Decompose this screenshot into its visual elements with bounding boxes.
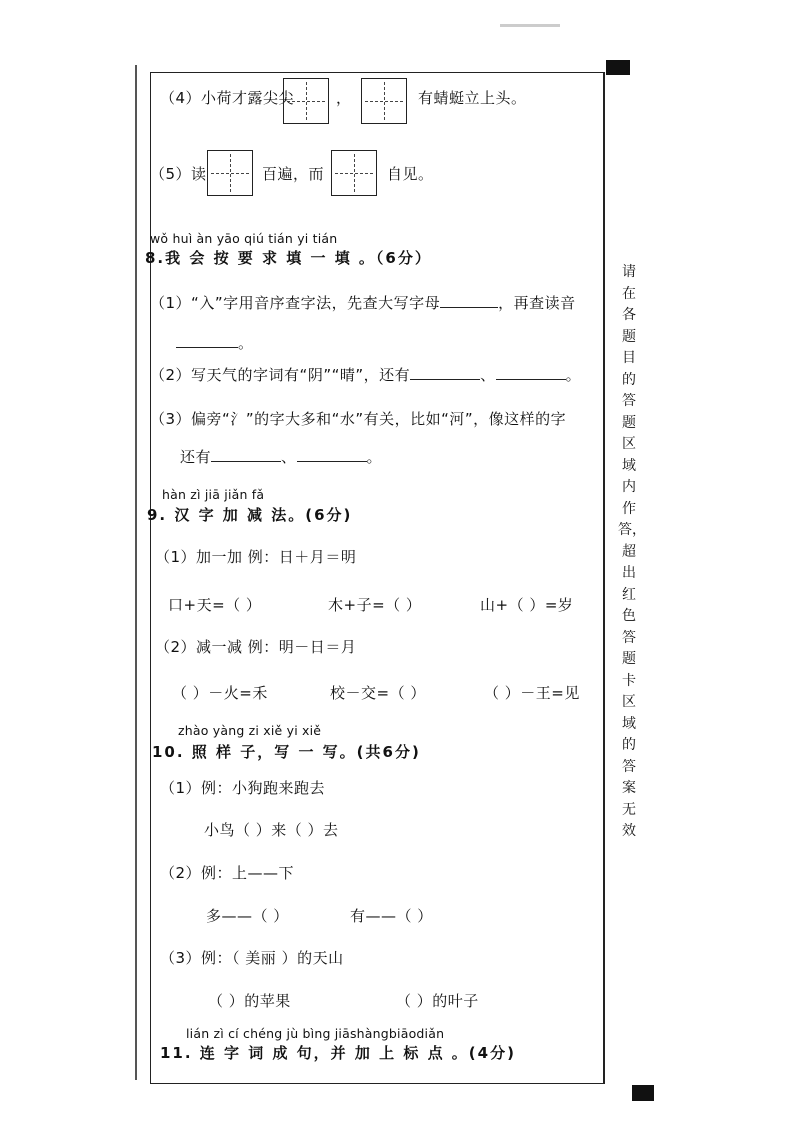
q9-row2-b[interactable]: 校－交=（ ） [330,684,426,702]
blank-line[interactable] [496,365,566,380]
scan-smudge [500,24,560,27]
q10-pinyin: zhào yàng zi xiě yi xiě [178,723,322,738]
q7-item5-post: 自见。 [387,165,434,183]
q8-pinyin: wǒ huì àn yāo qiú tián yi tián [150,231,338,246]
q10-title: 10. 照 样 子，写 一 写。(共6分) [152,743,421,761]
q8-item2-text: （2）写天气的字词有“阴”“晴”，还有 [150,366,411,384]
q11-pinyin: lián zì cí chéng jù bìng jiāshàngbiāodiǎn [186,1026,445,1041]
separator: 、 [480,366,496,384]
q9-row2-c[interactable]: （ ）－王=见 [484,684,580,702]
q10-row3-a[interactable]: （ ）的苹果 [208,992,291,1010]
q8-title: 8.我 会 按 要 求 填 一 填 。（6分） [145,249,432,267]
q9-row1-c[interactable]: 山+（ ）=岁 [480,596,574,614]
q9-row1-b[interactable]: 木+子=（ ） [328,596,422,614]
separator: 、 [281,448,297,466]
q7-item5-mid: 百遍，而 [262,165,325,183]
q10-row2-b[interactable]: 有——（ ） [350,907,433,925]
q8-item1-text: （1）“入”字用音序查字法，先查大写字母 [150,294,441,312]
q7-item4-comma: ， [336,89,352,107]
q10-row3-b[interactable]: （ ）的叶子 [396,992,479,1010]
q9-pinyin: hàn zì jiā jiǎn fǎ [162,487,265,502]
q11-title: 11. 连 字 词 成 句，并 加 上 标 点 。(4分) [160,1044,516,1062]
q9-row2-a[interactable]: （ ）－火=禾 [172,684,268,702]
q8-item3-line2 [180,446,382,467]
outer-margin-line [135,65,137,1080]
answer-area-frame [150,72,605,1084]
q10-sub1: （1）例：小狗跑来跑去 [160,779,326,797]
q9-sub1: （1）加一加 例：日＋月＝明 [155,548,357,566]
q8-item1-line2 [176,332,254,353]
writing-box[interactable] [331,150,377,196]
q8-item3-text-b: 还有 [180,448,212,466]
q9-title: 9. 汉 字 加 减 法。(6分) [147,506,353,524]
q10-row1[interactable]: 小鸟（ ）来（ ）去 [204,821,339,839]
q7-item4-pre: （4）小荷才露尖尖 [160,89,295,107]
q10-sub3: （3）例：（ 美丽 ）的天山 [160,949,344,967]
writing-box[interactable] [283,78,329,124]
period: 。 [565,366,582,384]
period: 。 [366,448,383,466]
q10-row2-a[interactable]: 多——（ ） [206,907,289,925]
writing-box[interactable] [207,150,253,196]
blank-line[interactable] [176,333,238,348]
blank-line[interactable] [440,293,498,308]
blank-line[interactable] [410,365,480,380]
q8-item3: （3）偏旁“氵”的字大多和“水”有关，比如“河”，像这样的字 [150,410,567,428]
q7-item4-post: 有蜻蜓立上头。 [418,89,527,107]
q10-sub2: （2）例：上——下 [160,864,295,882]
blank-line[interactable] [297,447,367,462]
q8-item1-text-b: ，再查读音 [498,294,576,312]
registration-mark-bottom [632,1085,654,1101]
writing-box[interactable] [361,78,407,124]
q8-item2 [150,364,581,385]
q9-sub2: （2）减一减 例：明－日＝月 [155,638,357,656]
q7-item5-pre: （5）读 [150,165,207,183]
blank-line[interactable] [211,447,281,462]
registration-mark-top [606,60,630,75]
q8-item1 [150,292,576,313]
period: 。 [238,334,254,352]
side-instruction: 请在各题目的答题区域内作答，超出红色答题卡区域的答案无效 [618,264,646,839]
q9-row1-a[interactable]: 口+天=（ ） [168,596,262,614]
